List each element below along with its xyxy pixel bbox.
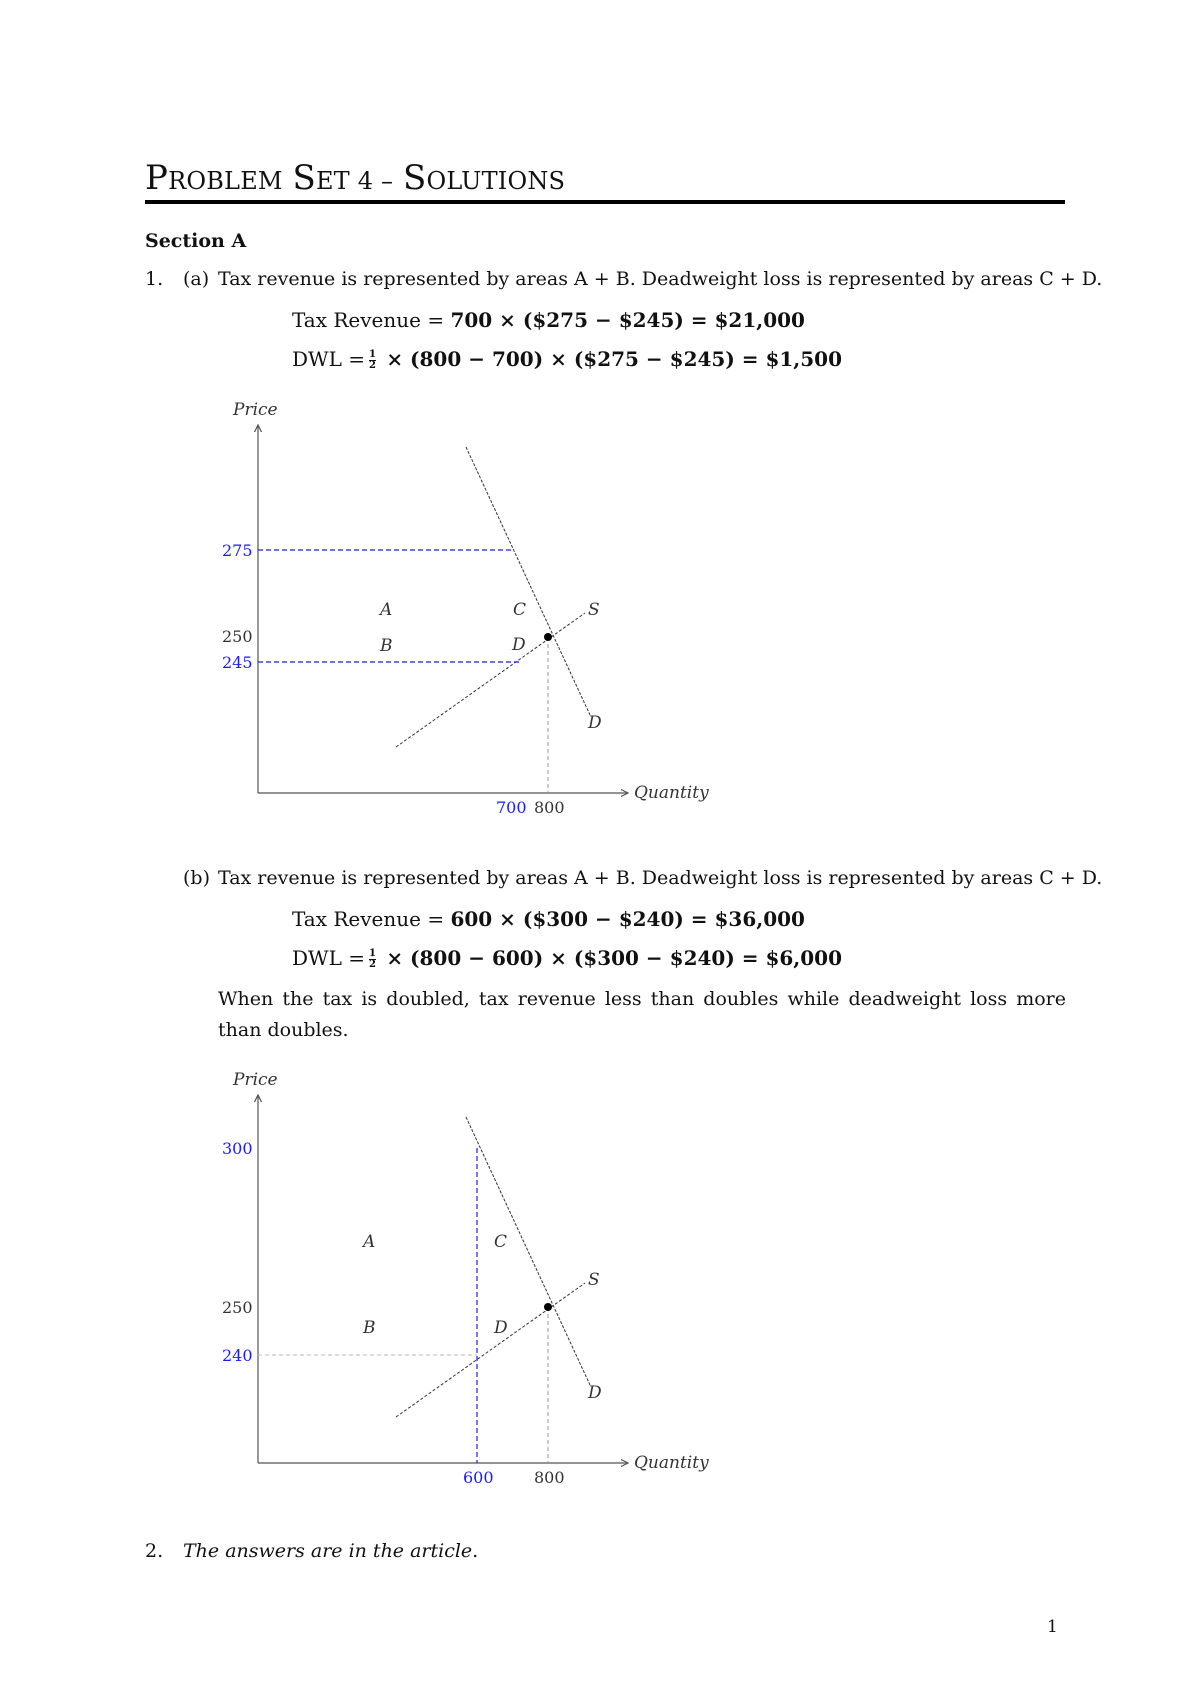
x-tick: 600 <box>463 1468 494 1487</box>
title-part: ET 4 – <box>315 167 394 195</box>
supply-demand-chart-2 <box>0 1065 1200 1495</box>
x-tick: 700 <box>496 798 527 817</box>
equilibrium-point <box>544 633 552 641</box>
y-tick: 250 <box>222 1298 253 1317</box>
conclusion-paragraph: When the tax is doubled, tax revenue less than doubles while deadweight loss more than doubles. <box>218 988 1066 1041</box>
curve-label: S <box>588 1270 600 1290</box>
part-label: (b) <box>183 867 210 889</box>
frac-num: 1 <box>369 349 376 360</box>
eq-expr: 700 × ($275 − $245) = $21,000 <box>450 308 805 332</box>
frac-num: 1 <box>369 948 376 959</box>
area-label: C <box>513 600 527 620</box>
x-axis-label: Quantity <box>634 783 709 803</box>
eq-expr: 600 × ($300 − $240) = $36,000 <box>450 907 805 931</box>
y-tick: 275 <box>222 541 253 560</box>
area-label: D <box>494 1318 508 1338</box>
y-tick: 245 <box>222 653 253 672</box>
equation-revenue <box>292 907 805 931</box>
y-tick: 300 <box>222 1139 253 1158</box>
area-label: B <box>363 1318 376 1338</box>
title-part: OLUTIONS <box>426 167 566 195</box>
fraction <box>369 949 376 970</box>
section-heading: Section A <box>145 230 247 252</box>
curve-label: S <box>588 600 600 620</box>
eq-expr: × (800 − 700) × ($275 − $245) = $1,500 <box>386 347 843 371</box>
title-part: P <box>145 158 169 198</box>
title-part: S <box>402 158 427 198</box>
frac-den: 2 <box>369 959 376 970</box>
eq-label: Tax Revenue = <box>292 308 445 332</box>
equation-dwl <box>292 347 842 371</box>
eq-label: DWL = <box>292 347 365 371</box>
x-tick: 800 <box>534 1468 565 1487</box>
y-axis-label: Price <box>233 400 278 420</box>
supply-demand-chart-1 <box>0 395 1200 825</box>
fraction <box>369 350 376 371</box>
equation-revenue <box>292 308 805 332</box>
y-axis-label: Price <box>233 1070 278 1090</box>
part-text: Tax revenue is represented by areas A + B. Deadweight loss is represented by areas C + D. <box>218 268 1103 290</box>
demand-curve <box>466 1117 590 1385</box>
equation-dwl <box>292 946 842 970</box>
curve-label: D <box>588 1383 602 1403</box>
area-label: B <box>380 636 393 656</box>
page-title <box>145 158 565 198</box>
title-rule <box>145 200 1065 204</box>
curve-label: D <box>588 713 602 733</box>
part-text: Tax revenue is represented by areas A + B. Deadweight loss is represented by areas C + D. <box>218 867 1103 889</box>
eq-label: Tax Revenue = <box>292 907 445 931</box>
y-tick: 250 <box>222 627 253 646</box>
frac-den: 2 <box>369 360 376 371</box>
area-label: D <box>512 635 526 655</box>
question-number: 2. <box>145 1540 164 1562</box>
title-part: S <box>292 158 316 198</box>
part-label: (a) <box>183 268 210 290</box>
page-number: 1 <box>1047 1617 1058 1637</box>
x-axis-label: Quantity <box>634 1453 709 1473</box>
eq-expr: × (800 − 600) × ($300 − $240) = $6,000 <box>386 946 843 970</box>
area-label: A <box>363 1232 376 1252</box>
supply-curve <box>396 613 585 747</box>
x-tick: 800 <box>534 798 565 817</box>
demand-curve <box>466 447 590 715</box>
answer-text: The answers are in the article. <box>183 1540 479 1562</box>
equilibrium-point <box>544 1303 552 1311</box>
area-label: A <box>380 600 393 620</box>
supply-curve <box>396 1283 585 1417</box>
y-tick: 240 <box>222 1346 253 1365</box>
eq-label: DWL = <box>292 946 365 970</box>
title-part: ROBLEM <box>168 167 283 195</box>
area-label: C <box>494 1232 508 1252</box>
question-number: 1. <box>145 268 164 290</box>
